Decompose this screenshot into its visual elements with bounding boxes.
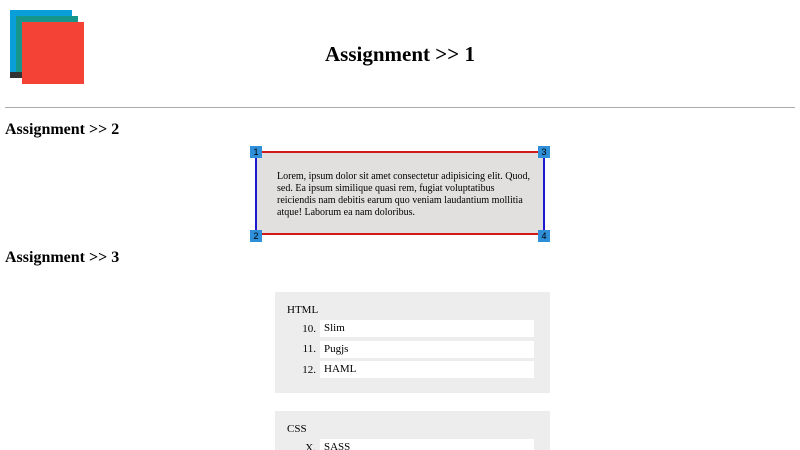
corner-badge-1: 1 <box>250 146 262 158</box>
corner-badge-4: 4 <box>538 230 550 242</box>
box-paragraph: Lorem, ipsum dolor sit amet consectetur adipisicing elit. Quod, sed. Ea ipsum similique quasi rem, fugiat voluptatibus reiciendis nam debitis earum quo veniam laudantium mollitia atque! Laborum ea nam doloribus. <box>277 171 531 218</box>
assignment-2-title: Assignment >> 2 <box>5 121 120 138</box>
list-value: Pugjs <box>320 341 534 358</box>
corner-badge-2: 2 <box>250 230 262 242</box>
list-item <box>287 320 534 337</box>
list-value: SASS <box>320 439 534 450</box>
bordered-text-box <box>255 151 545 235</box>
list-item <box>287 439 534 450</box>
list-marker: X. <box>305 441 316 450</box>
corner-badge-3: 3 <box>538 146 550 158</box>
list-item <box>287 361 534 378</box>
list-label: CSS <box>287 423 307 435</box>
list-item <box>287 341 534 358</box>
list-value: HAML <box>320 361 534 378</box>
list-marker: 12. <box>302 363 316 376</box>
horizontal-divider <box>5 107 795 108</box>
assignment-3-title: Assignment >> 3 <box>5 249 120 266</box>
css-list-card <box>275 411 550 450</box>
list-marker: 10. <box>302 322 316 335</box>
assignment-1-title: Assignment >> 1 <box>325 42 475 66</box>
square-shadow <box>10 72 22 78</box>
list-label: HTML <box>287 304 319 316</box>
html-list-card <box>275 292 550 393</box>
list-marker: 11. <box>302 343 316 355</box>
list-value: Slim <box>320 320 534 337</box>
